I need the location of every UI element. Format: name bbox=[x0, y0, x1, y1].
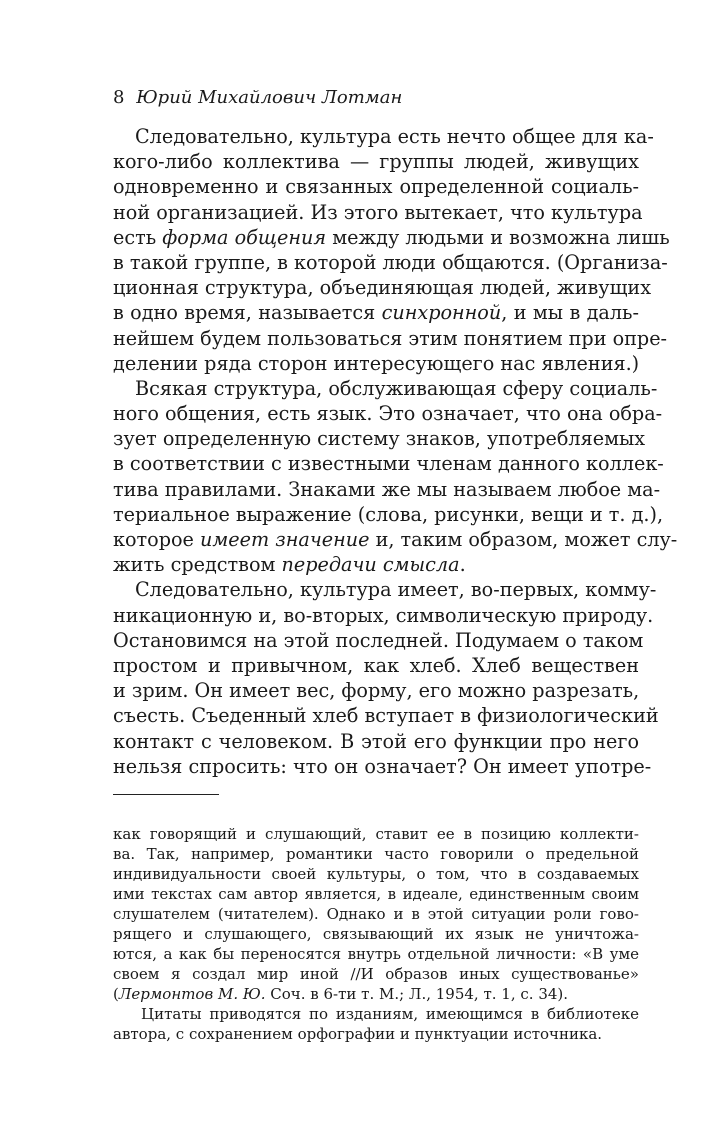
running-title: Юрий Михайлович Лотман bbox=[136, 87, 403, 108]
text-line bbox=[113, 527, 678, 552]
footnote-line: рящего и слушающего, связывающий их язык не уничтожа- bbox=[113, 925, 639, 943]
text-line: нельзя спросить: что он означает? Он имеет употре- bbox=[113, 754, 652, 778]
text-line: делении ряда сторон интересующего нас явления.) bbox=[113, 351, 640, 375]
text-run: Соч. в 6-ти т. М.; Л., 1954, т. 1, с. 34). bbox=[265, 985, 569, 1003]
text-run: . bbox=[459, 553, 466, 577]
text-line: Всякая структура, обслуживающая сферу социаль- bbox=[135, 376, 658, 400]
text-run: между людьми и возможна лишь bbox=[326, 225, 670, 249]
footnote-line: ва. Так, например, романтики часто говорили о предельной bbox=[113, 845, 639, 863]
footnote-line: ими текстах сам автор является, в идеале, единственным своим bbox=[113, 885, 639, 903]
italic-term: синхронной bbox=[381, 301, 502, 325]
footnote-line: как говорящий и слушающий, ставит ее в позицию коллекти- bbox=[113, 825, 639, 843]
footnote-line: индивидуальности своей культуры, о том, что в создаваемых bbox=[113, 865, 639, 883]
text-run: которое bbox=[113, 528, 200, 551]
text-line: кого-либо коллектива — группы людей, живущих bbox=[113, 150, 639, 174]
footnote-divider bbox=[113, 794, 219, 795]
text-run: ( bbox=[113, 985, 119, 1003]
text-line: никационную и, во-вторых, символическую природу. bbox=[113, 603, 654, 627]
text-line: в такой группе, в которой люди общаются. (Организа- bbox=[113, 250, 668, 274]
text-line: одновременно и связанных определенной социаль- bbox=[113, 175, 639, 199]
text-line bbox=[113, 552, 639, 577]
text-line: териальное выражение (слова, рисунки, вещи и т. д.), bbox=[113, 502, 664, 526]
text-line: тива правилами. Знаками же мы называем любое ма- bbox=[113, 477, 661, 501]
paragraph-3 bbox=[113, 577, 659, 779]
italic-author: Лермонтов М. Ю. bbox=[118, 985, 266, 1003]
footnote-line: Цитаты приводятся по изданиям, имеющимся в библиотеке bbox=[141, 1005, 639, 1023]
running-header bbox=[113, 86, 402, 110]
italic-term: имеет значение bbox=[200, 528, 370, 551]
page-number: 8 bbox=[113, 87, 125, 108]
text-line: ного общения, есть язык. Это означает, что она обра- bbox=[113, 402, 663, 426]
text-run: в одно время, называется bbox=[113, 301, 382, 325]
text-line: контакт с человеком. В этой его функции про него bbox=[113, 729, 639, 753]
footnote-line: ются, а как бы переносятся внутрь отдельной личности: «В уме bbox=[113, 945, 639, 963]
paragraph-1 bbox=[113, 124, 670, 376]
footnote-2 bbox=[113, 1004, 639, 1044]
footnotes bbox=[113, 824, 639, 1044]
text-run: и, таким образом, может слу- bbox=[369, 528, 678, 551]
text-run: есть bbox=[113, 225, 163, 249]
footnote-1 bbox=[113, 824, 639, 1004]
text-line: ной организацией. Из этого вытекает, что культура bbox=[113, 200, 643, 224]
main-text bbox=[113, 124, 678, 779]
text-line: Следовательно, культура имеет, во-первых, комму- bbox=[135, 578, 657, 602]
text-line: съесть. Съеденный хлеб вступает в физиологический bbox=[113, 704, 659, 728]
text-line: Остановимся на этой последней. Подумаем о таком bbox=[113, 628, 644, 652]
text-run: , и мы в даль- bbox=[501, 301, 639, 325]
text-line: зует определенную систему знаков, употребляемых bbox=[113, 427, 646, 451]
text-run: жить средством bbox=[113, 553, 282, 577]
italic-term: передачи смысла bbox=[281, 553, 460, 577]
text-line bbox=[113, 300, 639, 325]
text-line: простом и привычном, как хлеб. Хлеб веществен bbox=[113, 653, 639, 677]
footnote-line: автора, с сохранением орфографии и пунктуации источника. bbox=[113, 1025, 603, 1043]
text-line bbox=[113, 225, 670, 250]
footnote-line: слушателем (читателем). Однако и в этой ситуации роли гово- bbox=[113, 905, 639, 923]
text-line: в соответствии с известными членам данного коллек- bbox=[113, 452, 664, 476]
text-line: нейшем будем пользоваться этим понятием при опре- bbox=[113, 326, 668, 350]
text-line: и зрим. Он имеет вес, форму, его можно разрезать, bbox=[113, 679, 640, 703]
footnote-line bbox=[113, 984, 639, 1004]
italic-term: форма общения bbox=[162, 225, 327, 249]
text-line: ционная структура, объединяющая людей, живущих bbox=[113, 276, 652, 300]
footnote-line: своем я создал мир иной //И образов иных существованье» bbox=[113, 965, 639, 983]
paragraph-2 bbox=[113, 376, 678, 578]
text-line: Следовательно, культура есть нечто общее для ка- bbox=[135, 125, 654, 148]
